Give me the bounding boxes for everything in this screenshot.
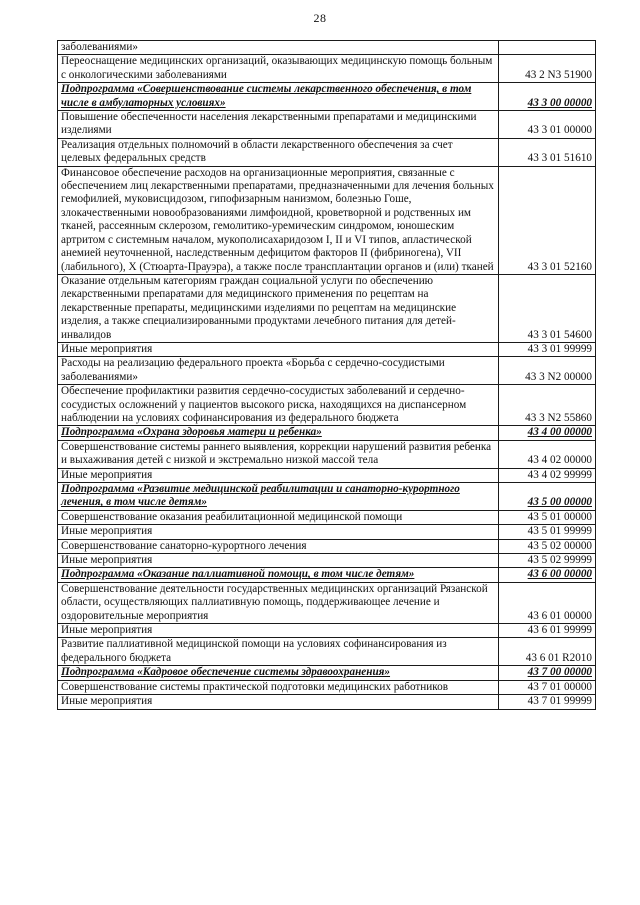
row-name — [58, 582, 499, 623]
page-number: 28 — [313, 11, 327, 25]
row-code: 43 7 01 99999 — [499, 695, 596, 709]
table-row — [58, 41, 596, 55]
row-name — [58, 568, 499, 582]
row-name-text: Подпрограмма «Оказание паллиативной помощи, в том числе детям» — [61, 568, 415, 581]
table-row — [58, 385, 596, 426]
row-name-text: Переоснащение медицинских организаций, оказывающих медицинскую помощь больным с онкологическими заболеваниями — [61, 55, 493, 81]
row-name-text: Иные мероприятия — [61, 342, 153, 355]
row-code: 43 6 01 00000 — [499, 582, 596, 623]
row-code: 43 3 01 99999 — [499, 342, 596, 356]
table-row — [58, 342, 596, 356]
row-code: 43 2 N3 51900 — [499, 55, 596, 83]
row-name — [58, 426, 499, 440]
table-row — [58, 111, 596, 139]
target-articles-table — [57, 40, 596, 710]
table-body — [58, 41, 596, 710]
subprogram-row — [58, 83, 596, 111]
subprogram-row — [58, 426, 596, 440]
row-name — [58, 55, 499, 83]
row-name-text: Иные мероприятия — [61, 695, 153, 708]
row-code: 43 6 00 00000 — [499, 568, 596, 582]
row-name — [58, 510, 499, 524]
row-name-text: Совершенствование системы раннего выявления, коррекции нарушений развития ребенка и выхаживания детей с низкой и экстремально низкой массой тела — [61, 440, 492, 467]
row-name — [58, 83, 499, 111]
row-name — [58, 41, 499, 55]
table-row — [58, 525, 596, 539]
row-code: 43 3 01 51610 — [499, 138, 596, 166]
table-row — [58, 138, 596, 166]
table-row — [58, 166, 596, 274]
row-name — [58, 342, 499, 356]
row-code: 43 6 01 99999 — [499, 624, 596, 638]
table-row — [58, 680, 596, 694]
row-code: 43 6 01 R2010 — [499, 638, 596, 666]
row-name-text: Подпрограмма «Кадровое обеспечение системы здравоохранения» — [61, 666, 391, 679]
row-name-text: Совершенствование системы практической подготовки медицинских работников — [61, 680, 449, 693]
table-row — [58, 274, 596, 342]
row-name-text: Оказание отдельным категориям граждан социальной услуги по обеспечению лекарственными препаратами для медицинского применения по рецептам на лекарственные препараты, медицинскими изделиями по рецептам на медицинские изделия, а также специализированными продуктами лечебного питания для детей-инвалидов — [61, 274, 457, 341]
row-name-text: Иные мероприятия — [61, 624, 153, 637]
row-name — [58, 554, 499, 568]
row-name-text: Подпрограмма «Охрана здоровья матери и ребенка» — [61, 426, 322, 439]
row-code: 43 4 00 00000 — [499, 426, 596, 440]
row-code: 43 5 02 00000 — [499, 539, 596, 553]
row-name — [58, 638, 499, 666]
row-code: 43 3 00 00000 — [499, 83, 596, 111]
table-row — [58, 554, 596, 568]
row-code: 43 7 01 00000 — [499, 680, 596, 694]
row-name-text: Повышение обеспеченности населения лекарственными препаратами и медицинскими изделиями — [61, 111, 477, 137]
table-row — [58, 638, 596, 666]
row-name-text: Иные мероприятия — [61, 468, 153, 481]
row-name-text: Совершенствование деятельности государственных медицинских организаций Рязанской области, осуществляющих паллиативную помощь, поддерживающее лечение и оздоровительные мероприятия — [61, 582, 488, 622]
row-name-text: Совершенствование санаторно-курортного лечения — [61, 539, 307, 552]
row-code: 43 5 01 00000 — [499, 510, 596, 524]
row-name-text: Обеспечение профилактики развития сердечно-сосудистых заболеваний и сердечно-сосудистых осложнений у пациентов высокого риска, находящихся на диспансерном наблюдении на условиях софинансирования из федерального бюджета — [61, 385, 467, 424]
row-code: 43 5 00 00000 — [499, 483, 596, 511]
table-row — [58, 510, 596, 524]
row-name — [58, 385, 499, 426]
row-name-text: Расходы на реализацию федерального проекта «Борьба с сердечно-сосудистыми заболеваниями» — [61, 357, 445, 383]
row-name — [58, 166, 499, 274]
row-name — [58, 624, 499, 638]
row-code — [499, 41, 596, 55]
row-name — [58, 357, 499, 385]
row-code: 43 4 02 99999 — [499, 468, 596, 482]
row-name — [58, 666, 499, 680]
row-name — [58, 680, 499, 694]
row-name — [58, 695, 499, 709]
row-code: 43 3 01 52160 — [499, 166, 596, 274]
row-name — [58, 111, 499, 139]
table-row — [58, 55, 596, 83]
row-name-text: Реализация отдельных полномочий в области лекарственного обеспечения за счет целевых федеральных средств — [61, 138, 453, 165]
row-name — [58, 468, 499, 482]
row-code: 43 7 00 00000 — [499, 666, 596, 680]
row-code: 43 5 01 99999 — [499, 525, 596, 539]
table-row — [58, 695, 596, 709]
row-name-text: Иные мероприятия — [61, 554, 153, 567]
row-name — [58, 440, 499, 468]
row-name-text: Подпрограмма «Совершенствование системы лекарственного обеспечения, в том числе в амбулаторных условиях» — [61, 83, 472, 109]
table-row — [58, 582, 596, 623]
table-row — [58, 539, 596, 553]
row-code: 43 4 02 00000 — [499, 440, 596, 468]
row-name — [58, 274, 499, 342]
row-name — [58, 483, 499, 511]
row-name-text: Развитие паллиативной медицинской помощи на условиях софинансирования из федерального бюджета — [61, 638, 447, 664]
row-code: 43 3 N2 00000 — [499, 357, 596, 385]
table-row — [58, 357, 596, 385]
row-name-text: Финансовое обеспечение расходов на организационные мероприятия, связанные с обеспечением лиц лекарственными препаратами, предназначенными для лечения больных гемофилией, муковисцидозом, гипофизарным нанизмом, болезнью Гоше, злокачественными новообразованиями лимфоидной, кроветворной и родственных им тканей, рассеянным склерозом, гемолитико-уремическим синдромом, юношеским артритом с системным началом, мукополисахаридозом I, II и VI типов, апластической анемией неуточненной, наследственным дефицитом факторов II (фибриногена), VII (лабильного), X (Стюарта-Прауэра), а также после трансплантации органов и (или) тканей — [61, 166, 494, 273]
row-name-text: Иные мероприятия — [61, 525, 153, 538]
row-name — [58, 525, 499, 539]
subprogram-row — [58, 568, 596, 582]
row-name — [58, 138, 499, 166]
row-name-text: заболеваниями» — [61, 41, 138, 53]
row-code: 43 3 01 54600 — [499, 274, 596, 342]
row-code: 43 3 01 00000 — [499, 111, 596, 139]
table-row — [58, 440, 596, 468]
subprogram-row — [58, 666, 596, 680]
row-code: 43 3 N2 55860 — [499, 385, 596, 426]
row-code: 43 5 02 99999 — [499, 554, 596, 568]
row-name — [58, 539, 499, 553]
table-row — [58, 624, 596, 638]
row-name-text: Подпрограмма «Развитие медицинской реабилитации и санаторно-курортного лечения, в том числе детям» — [61, 483, 460, 509]
subprogram-row — [58, 483, 596, 511]
row-name-text: Совершенствование оказания реабилитационной медицинской помощи — [61, 510, 403, 523]
table-row — [58, 468, 596, 482]
